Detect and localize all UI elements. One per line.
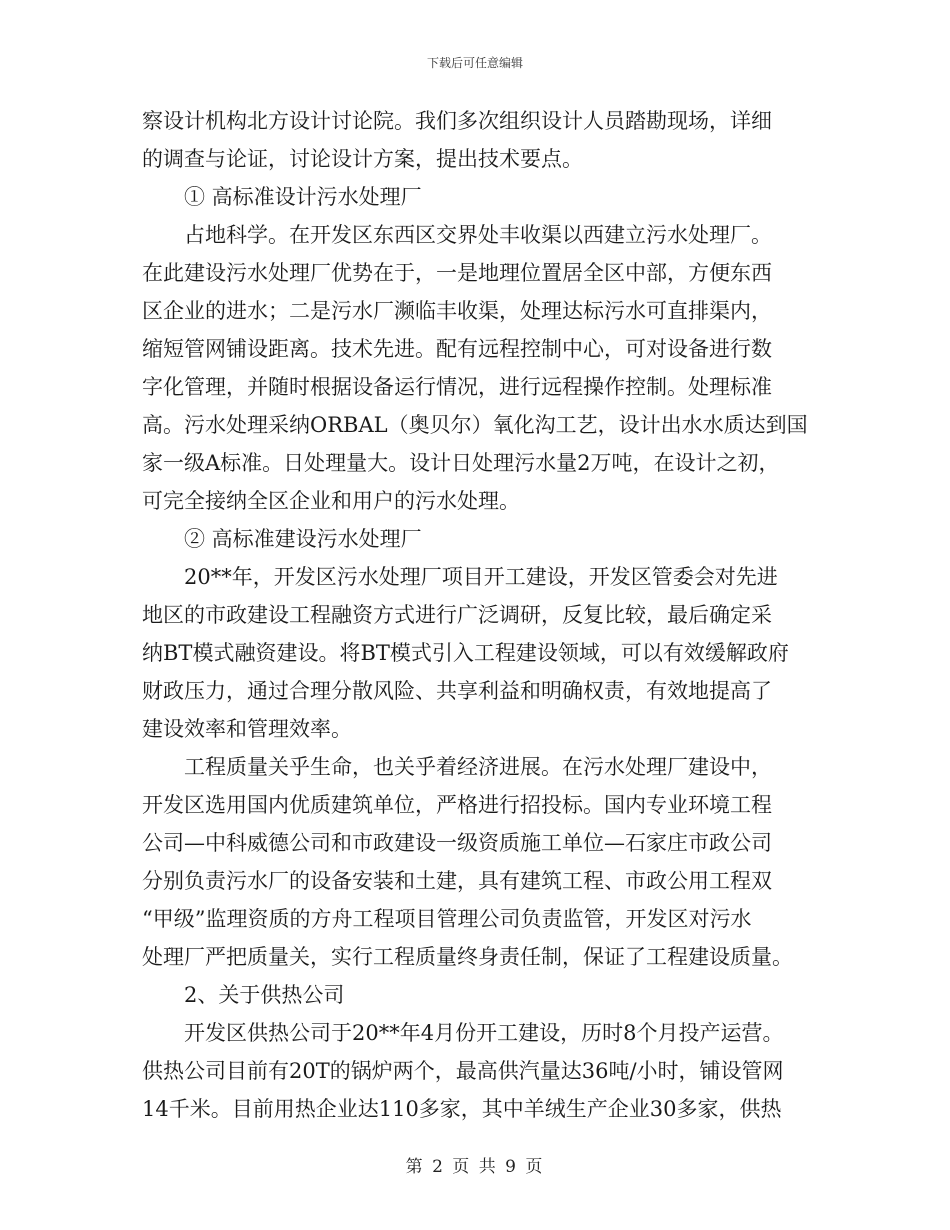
text-line: 处理厂严把质量关，实行工程质量终身责任制，保证了工程建设质量。	[142, 945, 793, 969]
text-line: 公司—中科威德公司和市政建设一级资质施工单位—石家庄市政公司	[142, 831, 772, 855]
text-line: 纳BT模式融资建设。将BT模式引入工程建设领域，可以有效缓解政府	[142, 641, 789, 665]
text-line: 在此建设污水处理厂优势在于，一是地理位置居全区中部，方便东西	[142, 261, 772, 285]
text-line: 2、关于供热公司	[184, 983, 345, 1007]
text-line: 缩短管网铺设距离。技术先进。配有远程控制中心，可对设备进行数	[142, 337, 772, 361]
page-number: 第 2 页 共 9 页	[405, 1157, 545, 1177]
document-body	[142, 102, 812, 1128]
text-line: 可完全接纳全区企业和用户的污水处理。	[142, 489, 520, 513]
text-line: 财政压力，通过合理分散风险、共享利益和明确权责，有效地提高了	[142, 679, 772, 703]
text-line: ① 高标准设计污水处理厂	[184, 185, 422, 209]
text-line: 分别负责污水厂的设备安装和土建，具有建筑工程、市政公用工程双	[142, 869, 772, 893]
text-line: “甲级”监理资质的方舟工程项目管理公司负责监管，开发区对污水	[142, 907, 752, 931]
text-line: 高。污水处理采纳ORBAL（奥贝尔）氧化沟工艺，设计出水水质达到国	[142, 413, 808, 437]
text-line: 开发区供热公司于20**年4月份开工建设，历时8个月投产运营。	[184, 1021, 784, 1045]
text-line: 建设效率和管理效率。	[142, 717, 352, 741]
text-line: 的调查与论证，讨论设计方案，提出技术要点。	[142, 147, 583, 171]
text-line: ② 高标准建设污水处理厂	[184, 527, 422, 551]
text-line: 14千米。目前用热企业达110多家，其中羊绒生产企业30多家，供热	[142, 1097, 782, 1121]
text-line: 开发区选用国内优质建筑单位，严格进行招投标。国内专业环境工程	[142, 793, 772, 817]
text-line: 工程质量关乎生命，也关乎着经济进展。在污水处理厂建设中，	[184, 755, 772, 779]
text-line: 地区的市政建设工程融资方式进行广泛调研，反复比较，最后确定采	[142, 603, 772, 627]
text-line: 占地科学。在开发区东西区交界处丰收渠以西建立污水处理厂。	[184, 223, 772, 247]
text-line: 供热公司目前有20T的锅炉两个，最高供汽量达36吨/小时，铺设管网	[142, 1059, 784, 1083]
text-line: 20**年，开发区污水处理厂项目开工建设，开发区管委会对先进	[184, 565, 778, 589]
text-line: 字化管理，并随时根据设备运行情况，进行远程操作控制。处理标准	[142, 375, 772, 399]
text-line: 察设计机构北方设计讨论院。我们多次组织设计人员踏勘现场，详细	[142, 109, 772, 133]
page-header: 下载后可任意编辑	[426, 56, 523, 70]
text-line: 家一级A标准。日处理量大。设计日处理污水量2万吨，在设计之初，	[142, 451, 780, 475]
text-line: 区企业的进水；二是污水厂濒临丰收渠，处理达标污水可直排渠内，	[142, 299, 772, 323]
